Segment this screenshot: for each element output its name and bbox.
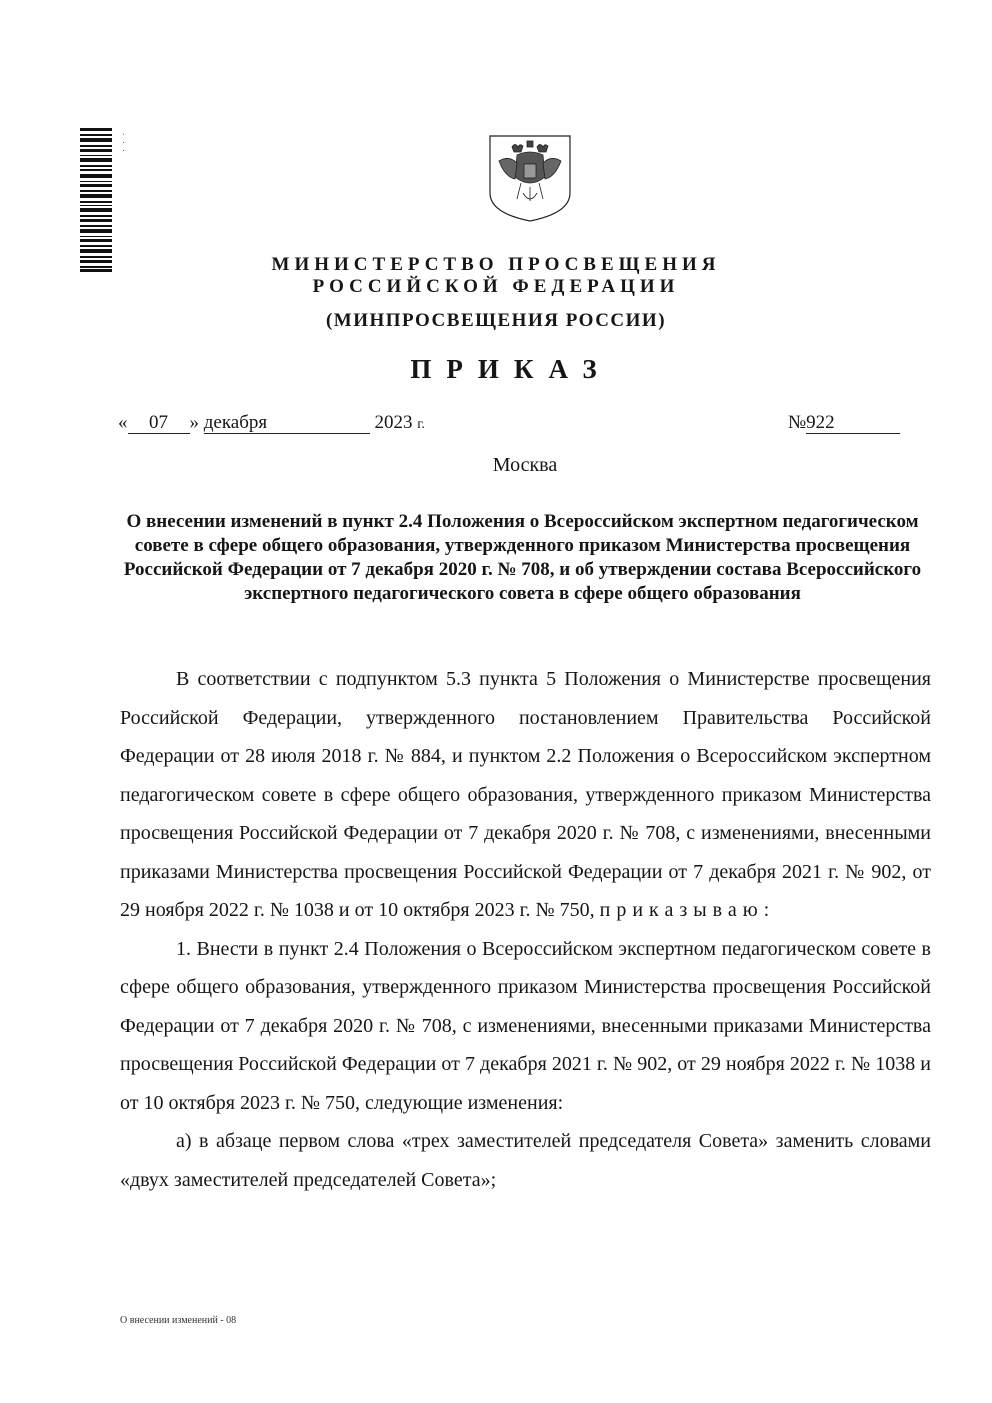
document-number [788, 412, 900, 434]
ministry-name-line2: РОССИЙСКОЙ ФЕДЕРАЦИИ [312, 276, 680, 297]
ministry-short-name: (МИНПРОСВЕЩЕНИЯ РОССИИ) [325, 310, 667, 331]
document-date [118, 412, 425, 434]
preamble-text: В соответствии с подпунктом 5.3 пункта 5 Положения о Министерстве просвещения Российской Федерации, утвержденного постановлением Правительства Российской Федерации от 28 июля 2018 г. № 884, и пунктом 2.2 Положения о Всероссийском экспертном педагогическом совете в сфере общего образования, утвержденного приказом Министерства просвещения Российской Федерации от 7 декабря 2020 г. № 708, с изменениями, внесенными приказами Министерства просвещения Российской Федерации от 7 декабря 2021 г. № 902, от 29 ноября 2022 г. № 1038 и от 10 октября 2023 г. № 750, [120, 668, 931, 921]
date-year: 2023 [374, 412, 413, 433]
document-title: О внесении изменений в пункт 2.4 Положения о Всероссийском экспертном педагогическом совете в сфере общего образования, утвержденного приказом Министерства просвещения Российской Федерации от 7 декабря 2020 г. № 708, и об утверждении состава Всероссийского экспертного педагогического совета в сфере общего образования [123, 511, 922, 604]
date-year-suffix: г. [417, 417, 425, 432]
paragraph-preamble [120, 660, 931, 930]
date-open-quote: « [118, 412, 128, 433]
russian-coat-of-arms-icon [487, 133, 573, 223]
number-value: 922 [806, 413, 900, 434]
date-close-quote: » [189, 412, 199, 433]
document-body [120, 660, 931, 1199]
paragraph-item-1: 1. Внести в пункт 2.4 Положения о Всероссийском экспертном педагогическом совете в сфере общего образования, утвержденного приказом Министерства просвещения Российской Федерации от 7 декабря 2020 г. № 708, с изменениями, внесенными приказами Министерства просвещения Российской Федерации от 7 декабря 2021 г. № 902, от 29 ноября 2022 г. № 1038 и от 10 октября 2023 г. № 750, следующие изменения: [120, 937, 931, 1114]
barcode-side-text: ... [120, 132, 128, 157]
date-day: 07 [128, 413, 190, 434]
number-prefix: № [788, 412, 807, 433]
ministry-name-line1: МИНИСТЕРСТВО ПРОСВЕЩЕНИЯ [271, 254, 721, 275]
date-month: декабря [204, 413, 370, 434]
city-name: Москва [492, 454, 558, 476]
order-word: приказываю: [599, 899, 776, 921]
paragraph-subitem-a: а) в абзаце первом слова «трех заместителей председателя Совета» заменить словами «двух заместителей председателей Совета»; [120, 1130, 931, 1191]
footer-note: О внесении изменений - 08 [120, 1315, 237, 1326]
barcode-icon [80, 128, 112, 272]
document-type-heading: ПРИКАЗ [410, 354, 612, 384]
